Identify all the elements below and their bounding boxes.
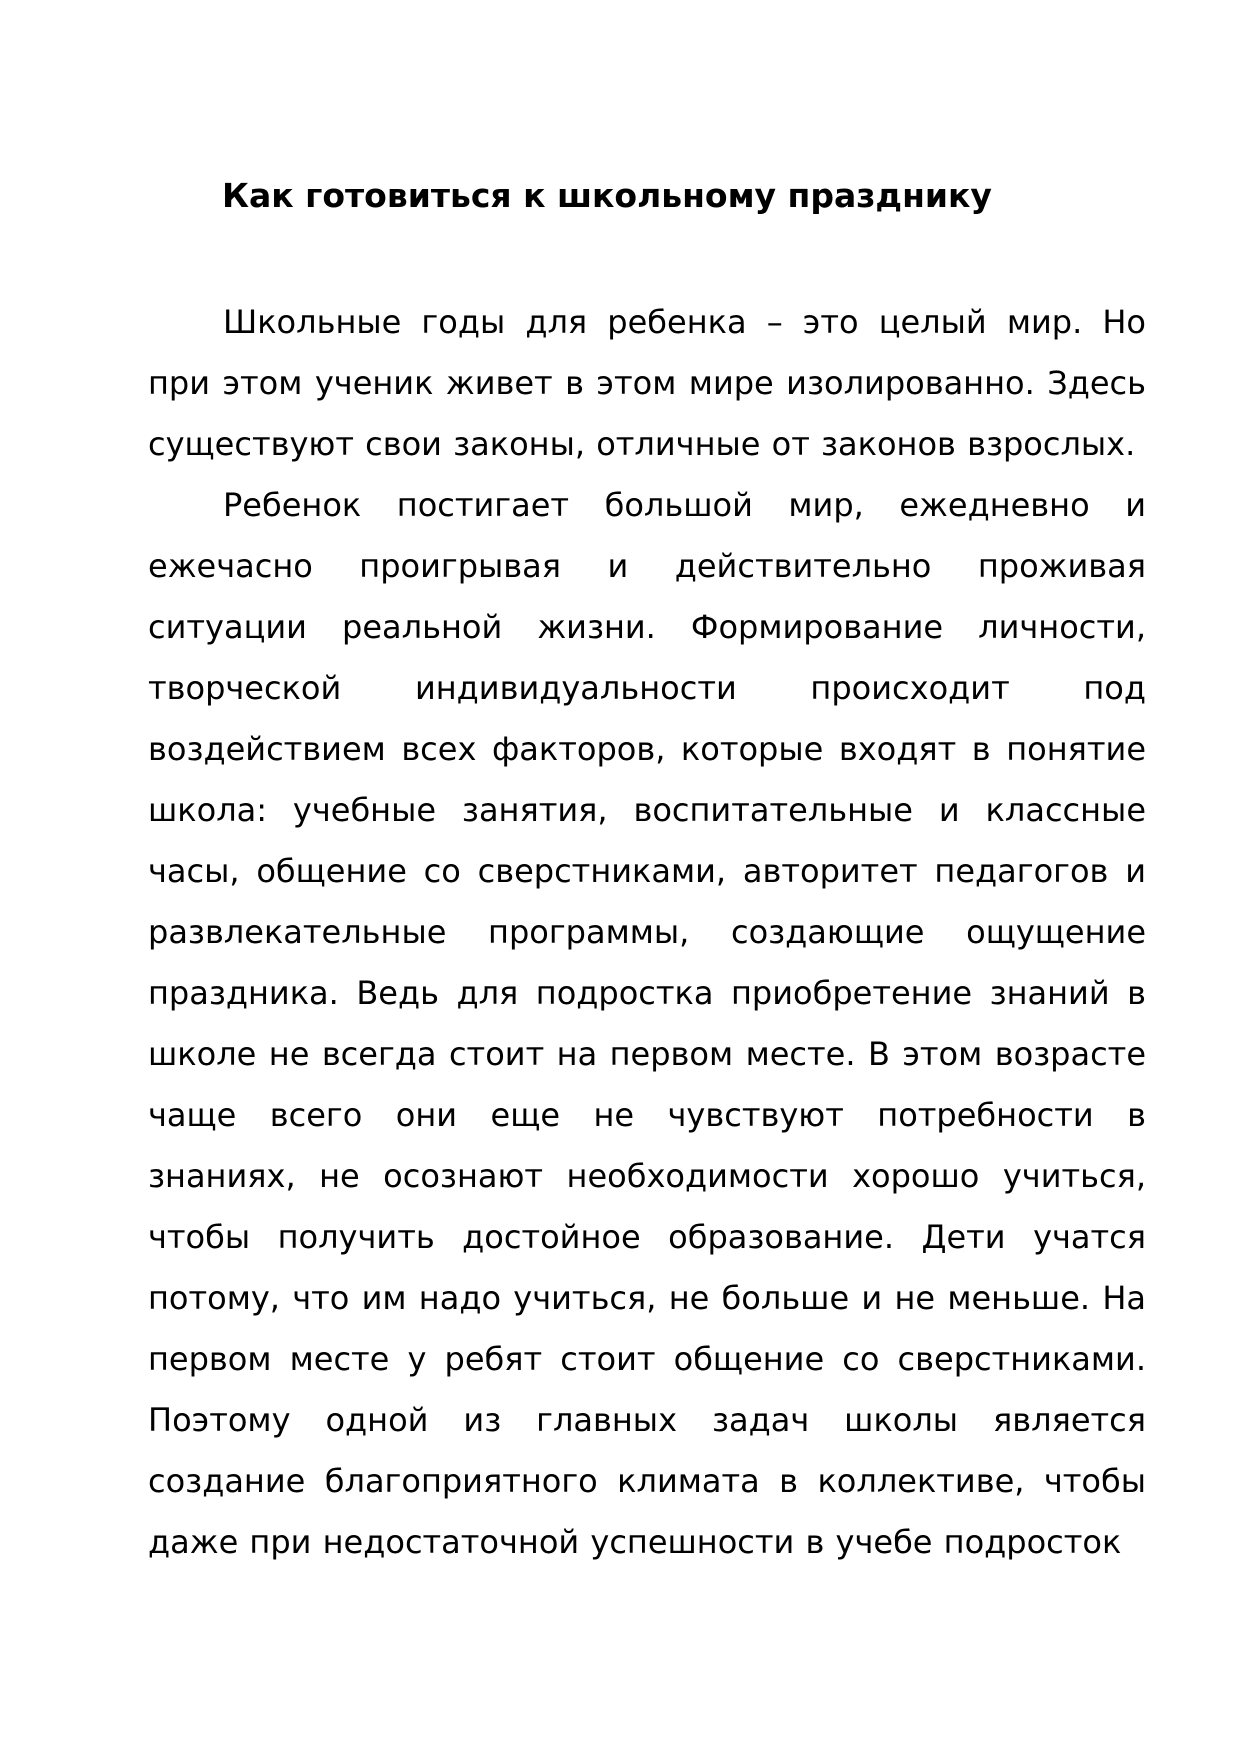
document-title: Как готовиться к школьному празднику [222,176,992,215]
paragraph-intro: Школьные годы для ребенка – это целый мир. Но при этом ученик живет в этом мире изолированно. Здесь существуют свои законы, отличные от законов взрослых. [148,303,1146,463]
document-body [148,292,1146,1573]
paragraph-main: Ребенок постигает большой мир, ежедневно и ежечасно проигрывая и действительно проживая ситуации реальной жизни. Формирование личности, творческой индивидуальности происходит под воздействием всех факторов, которые входят в понятие школа: учебные занятия, воспитательные и классные часы, общение со сверстниками, авторитет педагогов и развлекательные программы, создающие ощущение праздника. Ведь для подростка приобретение знаний в школе не всегда стоит на первом месте. В этом возрасте чаще всего они еще не чувствуют потребности в знаниях, не осознают необходимости хорошо учиться, чтобы получить достойное образование. Дети учатся потому, что им надо учиться, не больше и не меньше. На первом месте у ребят стоит общение со сверстниками. Поэтому одной из главных задач школы является создание благоприятного климата в коллективе, чтобы даже при недостаточной успешности в учебе подросток [148,486,1146,1561]
